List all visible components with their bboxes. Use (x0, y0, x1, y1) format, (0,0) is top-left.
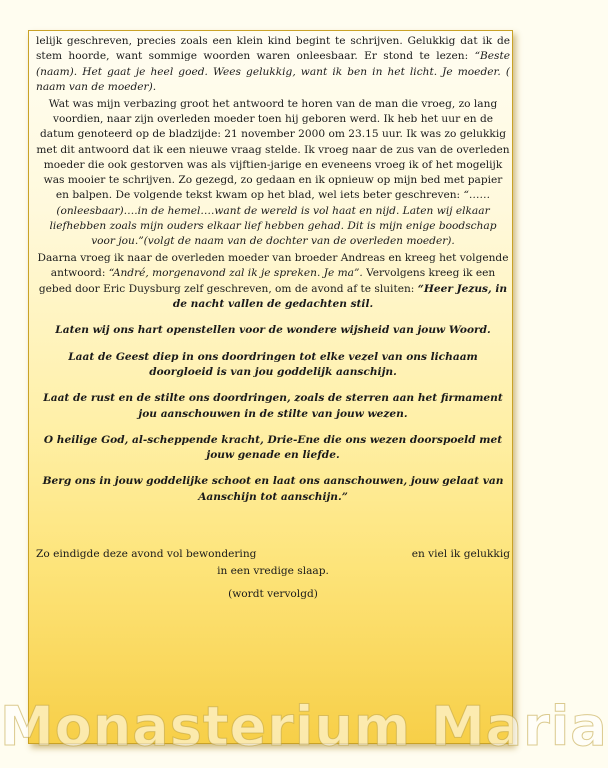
paragraph-3-text-b: Vervolgens kreeg ik een gebed door Eric Duysburg zelf geschreven, om de avond af te sluiten: (38, 267, 496, 295)
closing-line (36, 547, 510, 562)
prayer-line-2: Laat de Geest diep in ons doordringen tot elke vezel van ons lichaam doorgloeid is van jou goddelijk aanschijn. (68, 350, 478, 378)
closing-left: Zo eindigde deze avond vol bewondering (36, 548, 257, 561)
paragraph-3-text-a: Daarna vroeg ik naar de overleden moeder van broeder Andreas en kreeg het volgende antwoord: (37, 252, 509, 280)
paragraph-1 (36, 34, 510, 95)
paragraph-2 (36, 97, 510, 250)
prayer-line-4: O heilige God, al-scheppende kracht, Drie-Ene die ons wezen doorspoeld met jouw genade en liefde. (43, 433, 503, 462)
paragraph-1-text: lelijk geschreven, precies zoals een klein kind begint te schrijven. Gelukkig dat ik de stem hoorde, want sommige woorden waren onleesbaar. Er stond te lezen: (36, 35, 510, 63)
document-body (36, 34, 510, 604)
prayer-line-5: Berg ons in jouw goddelijke schoot en laat ons aanschouwen, jouw gelaat van Aanschijn tot aanschijn.” (42, 475, 504, 503)
closing-right: en viel ik gelukkig (411, 548, 510, 561)
prayer-line-1: Laten wij ons hart openstellen voor de wondere wijsheid van jouw Woord. (55, 324, 491, 337)
paragraph-3 (36, 251, 510, 312)
prayer-opening: “Heer Jezus, in de nacht vallen de gedachten stil. (172, 282, 508, 311)
message-quote-2: “……(onleesbaar)….in de hemel….want de wereld is vol haat en nijd. Laten wij elkaar liefhebben zoals mijn ouders elkaar lief hebben gehad. Dit is mijn enige boodschap voor jou.”(volgt de naam van de dochter van de overleden moeder). (49, 189, 497, 248)
to-be-continued: (wordt vervolgd) (228, 588, 318, 601)
closing-line-2: in een vredige slaap. (217, 564, 329, 577)
message-quote-1: “Beste (naam). Het gaat je heel goed. Wees gelukkig, want ik ben in het licht. Je moeder. ( naam van de moeder). (36, 50, 510, 93)
paragraph-2-text: Wat was mijn verbazing groot het antwoord te horen van de man die vroeg, zo lang voordien, naar zijn overleden moeder toen hij geboren werd. Ik heb het uur en de datum genoteerd op de bladzijde: 21 november 2000 om 23.15 uur. Ik was zo gelukkig met dit antwoord dat ik een nieuwe vraag stelde. Ik vroeg naar de zus van de overleden moeder die ook gestorven was als vijftien-jarige en eveneens vroeg ik of het mogelijk was mooier te schrijven. Zo gezegd, zo gedaan en ik opnieuw op mijn bed met papier en balpen. De volgende tekst kwam op het blad, wel iets beter geschreven: (36, 97, 510, 202)
prayer-line-3: Laat de rust en de stilte ons doordringen, zoals de sterren aan het firmament jou aanschouwen in de stilte van jouw wezen. (43, 392, 503, 420)
message-quote-3: “André, morgenavond zal ik je spreken. Je ma”. (108, 267, 363, 280)
watermark: Monasterium Maria (0, 695, 608, 758)
